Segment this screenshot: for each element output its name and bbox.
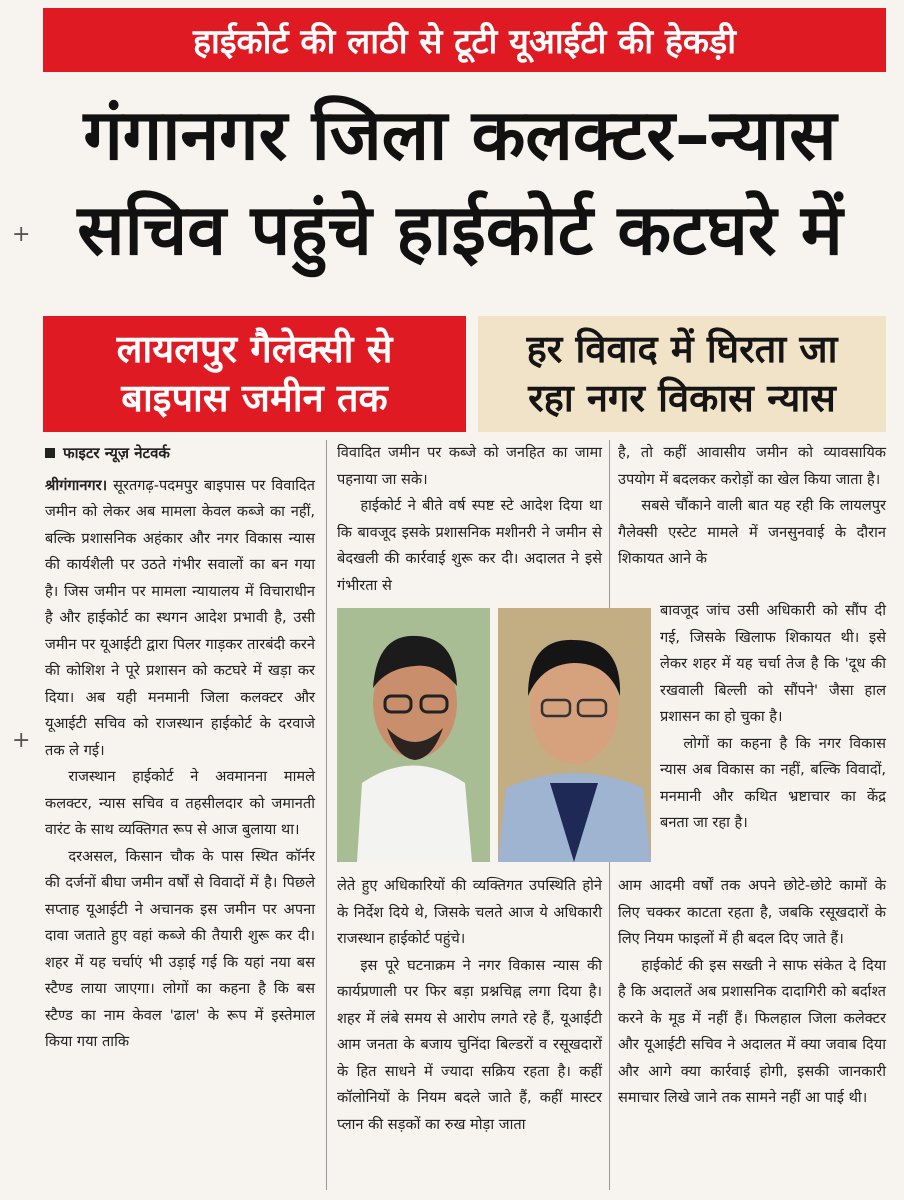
crop-mark: + xyxy=(12,728,31,753)
paragraph: लोगों का कहना है कि नगर विकास न्यास अब विकास का नहीं, बल्कि विवादों, मनमानी और कथित भ्रष्टाचार का केंद्र बनता जा रहा है। xyxy=(660,734,886,831)
paragraph: बावजूद जांच उसी अधिकारी को सौंप दी गई, जिसके खिलाफ शिकायत थी। इसे लेकर शहर में यह चर्चा तेज है कि 'दूध की रखवाली बिल्ली को सौंपने' जैसा हाल प्रशासन का हो चुका है। xyxy=(660,602,886,725)
paragraph: आम आदमी वर्षों तक अपने छोटे-छोटे कामों के लिए चक्कर काटता रहता है, जबकि रसूखदारों के लिए नियम फाइलों में ही बदल दिए जाते हैं। xyxy=(618,877,886,947)
article-column-3-top xyxy=(618,440,886,573)
byline: फाइटर न्यूज़ नेटवर्क xyxy=(45,440,315,467)
paragraph: राजस्थान हाईकोर्ट ने अवमानना मामले कलक्टर, न्यास सचिव व तहसीलदार को जमानती वारंट के साथ व्यक्तिगत रूप से आज बुलाया था। xyxy=(45,768,315,838)
paragraph: हाईकोर्ट ने बीते वर्ष स्पष्ट स्टे आदेश दिया था कि बावजूद इसके प्रशासनिक मशीनरी ने जमीन से बेदखली की कार्रवाई शुरू कर दी। अदालत ने इसे गंभीरता से xyxy=(337,497,602,594)
secretary-photo xyxy=(498,608,651,862)
subheading-right-line-2: रहा नगर विकास न्यास xyxy=(528,376,836,420)
article-column-3-bottom xyxy=(618,873,886,1112)
paragraph: दरअसल, किसान चौक के पास स्थित कॉर्नर की दर्जनों बीघा जमीन वर्षों से विवादों में है। पिछले सप्ताह यूआईटी ने अचानक इस जमीन पर अपना दावा जताते हुए वहां कब्जे की तैयारी शुरू कर दी। शहर में यह चर्चाएं भी उड़ाई गई कि यहां नया बस स्टैण्ड लाया जाएगा। लोगों का कहना है कि बस स्टैण्ड का नाम केवल 'ढाल' के रूप में इस्तेमाल किया गया ताकि xyxy=(45,847,315,1050)
paragraph: श्रीगंगानगर। सूरतगढ़-पदमपुर बाइपास पर विवादित जमीन को लेकर अब मामला केवल कब्जे का नहीं, बल्कि प्रशासनिक अहंकार और नगर विकास न्यास की कार्यशैली पर उठते गंभीर सवालों का बन गया है। जिस जमीन पर मामला न्यायालय में विचाराधीन है और हाईकोर्ट का स्थगन आदेश प्रभावी है, उसी जमीन पर यूआईटी द्वारा पिलर गाड़कर तारबंदी करने की कोशिश ने पूरे प्रशासन को कटघरे में खड़ा कर दिया। अब यही मनमानी जिला कलक्टर और यूआईटी सचिव को राजस्थान हाईकोर्ट के दरवाजे तक ले गई। xyxy=(45,476,315,759)
subheading-left-line-1: लायलपुर गैलेक्सी से xyxy=(116,326,393,371)
paragraph: विवादित जमीन पर कब्जे को जनहित का जामा पहनाया जा सके। xyxy=(337,444,602,488)
crop-mark: + xyxy=(12,222,31,247)
column-divider xyxy=(326,440,327,1190)
subheading-right xyxy=(478,316,886,432)
dateline: श्रीगंगानगर। xyxy=(45,476,108,494)
collector-photo xyxy=(337,608,490,862)
top-banner: हाईकोर्ट की लाठी से टूटी यूआईटी की हेकड़ी xyxy=(43,8,886,72)
person-photo-icon xyxy=(337,608,490,862)
paragraph: हाईकोर्ट की इस सख्ती ने साफ संकेत दे दिया है कि अदालतें अब प्रशासनिक दादागिरी को बर्दाश्त करने के मूड में नहीं हैं। फिलहाल जिला कलेक्टर और यूआईटी सचिव ने अदालत में क्या जवाब दिया और आगे क्या कार्रवाई होगी, इसकी जानकारी समाचार लिखे जाने तक सामने नहीं आ पाई थी। xyxy=(618,956,886,1106)
subheading-left-line-2: बाइपास जमीन तक xyxy=(121,376,388,420)
paragraph: लेते हुए अधिकारियों की व्यक्तिगत उपस्थिति होने के निर्देश दिये थे, जिसके चलते आज ये अधिकारी राजस्थान हाईकोर्ट पहुंचे। xyxy=(337,877,602,947)
headline-line-2: सचिव पहुंचे हाईकोर्ट कटघरे में xyxy=(77,189,843,271)
person-photo-icon xyxy=(498,608,651,862)
article-column-2-top xyxy=(337,440,602,599)
paragraph: इस पूरे घटनाक्रम ने नगर विकास न्यास की कार्यप्रणाली पर फिर बड़ा प्रश्नचिह्न लगा दिया है। शहर में लंबे समय से आरोप लगते रहे हैं, यूआईटी आम जनता के बजाय चुनिंदा बिल्डरों व रसूखदारों के हित साधने में ज्यादा सक्रिय रहता है। कहीं कॉलोनियों के नियम बदले जाते हैं, कहीं मास्टर प्लान की सड़कों का रुख मोड़ा जाता xyxy=(337,956,602,1133)
subheading-right-line-1: हर विवाद में घिरता जा xyxy=(526,326,838,371)
subheading-left xyxy=(43,316,466,432)
article-column-3-middle xyxy=(660,598,886,837)
paragraph: सबसे चौंकाने वाली बात यह रही कि लायलपुर गैलेक्सी एस्टेट मामले में जनसुनवाई के दौरान शिकायत आने के xyxy=(618,497,886,567)
bullet-square-icon xyxy=(45,448,55,458)
paragraph: है, तो कहीं आवासीय जमीन को व्यावसायिक उपयोग में बदलकर करोड़ों का खेल किया जाता है। xyxy=(618,444,886,488)
headline-line-1: गंगानगर जिला कलक्टर–न्यास xyxy=(83,94,837,176)
article-column-1 xyxy=(45,440,315,1056)
article-column-2-bottom xyxy=(337,873,602,1138)
